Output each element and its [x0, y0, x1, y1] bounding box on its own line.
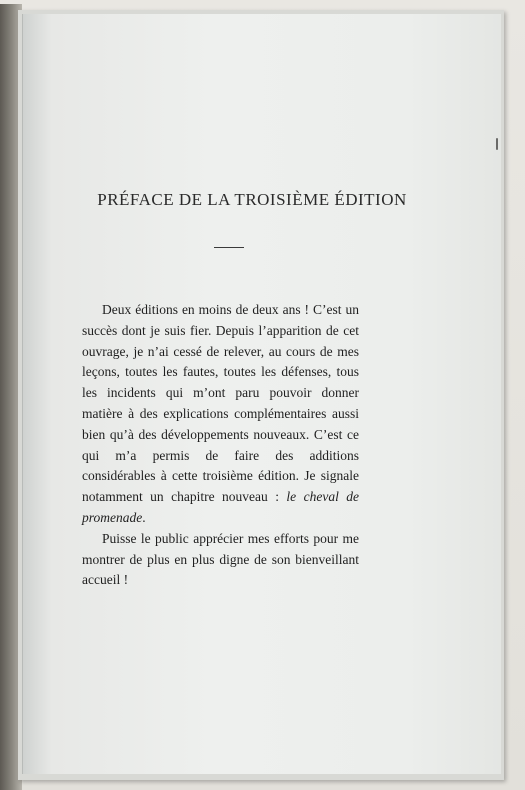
paragraph-1	[82, 300, 359, 529]
title-rule	[214, 247, 244, 248]
paragraph-1-end: .	[142, 509, 146, 525]
page-mark	[496, 138, 498, 150]
preface-body	[82, 300, 359, 591]
paragraph-1-text: Deux éditions en moins de deux ans ! C’est un succès dont je suis fier. Depuis l’apparition de cet ouvrage, je n’ai cessé de relever, au cours de mes leçons, toutes les fautes, toutes les défenses, tous les incidents qui m’ont paru pouvoir donner matière à des explications complémentaires aussi bien qu’à des développements nouveaux. C’est ce qui m’a permis de faire des additions considérables à cette troisième édition. Je signale notamment un chapitre nouveau :	[82, 302, 359, 505]
page-title: PRÉFACE DE LA TROISIÈME ÉDITION	[97, 190, 407, 209]
paragraph-1-italic: le cheval de promenade	[82, 489, 359, 525]
paragraph-2: Puisse le public apprécier mes efforts pour me montrer de plus en plus digne de son bienveillant accueil !	[82, 530, 359, 588]
